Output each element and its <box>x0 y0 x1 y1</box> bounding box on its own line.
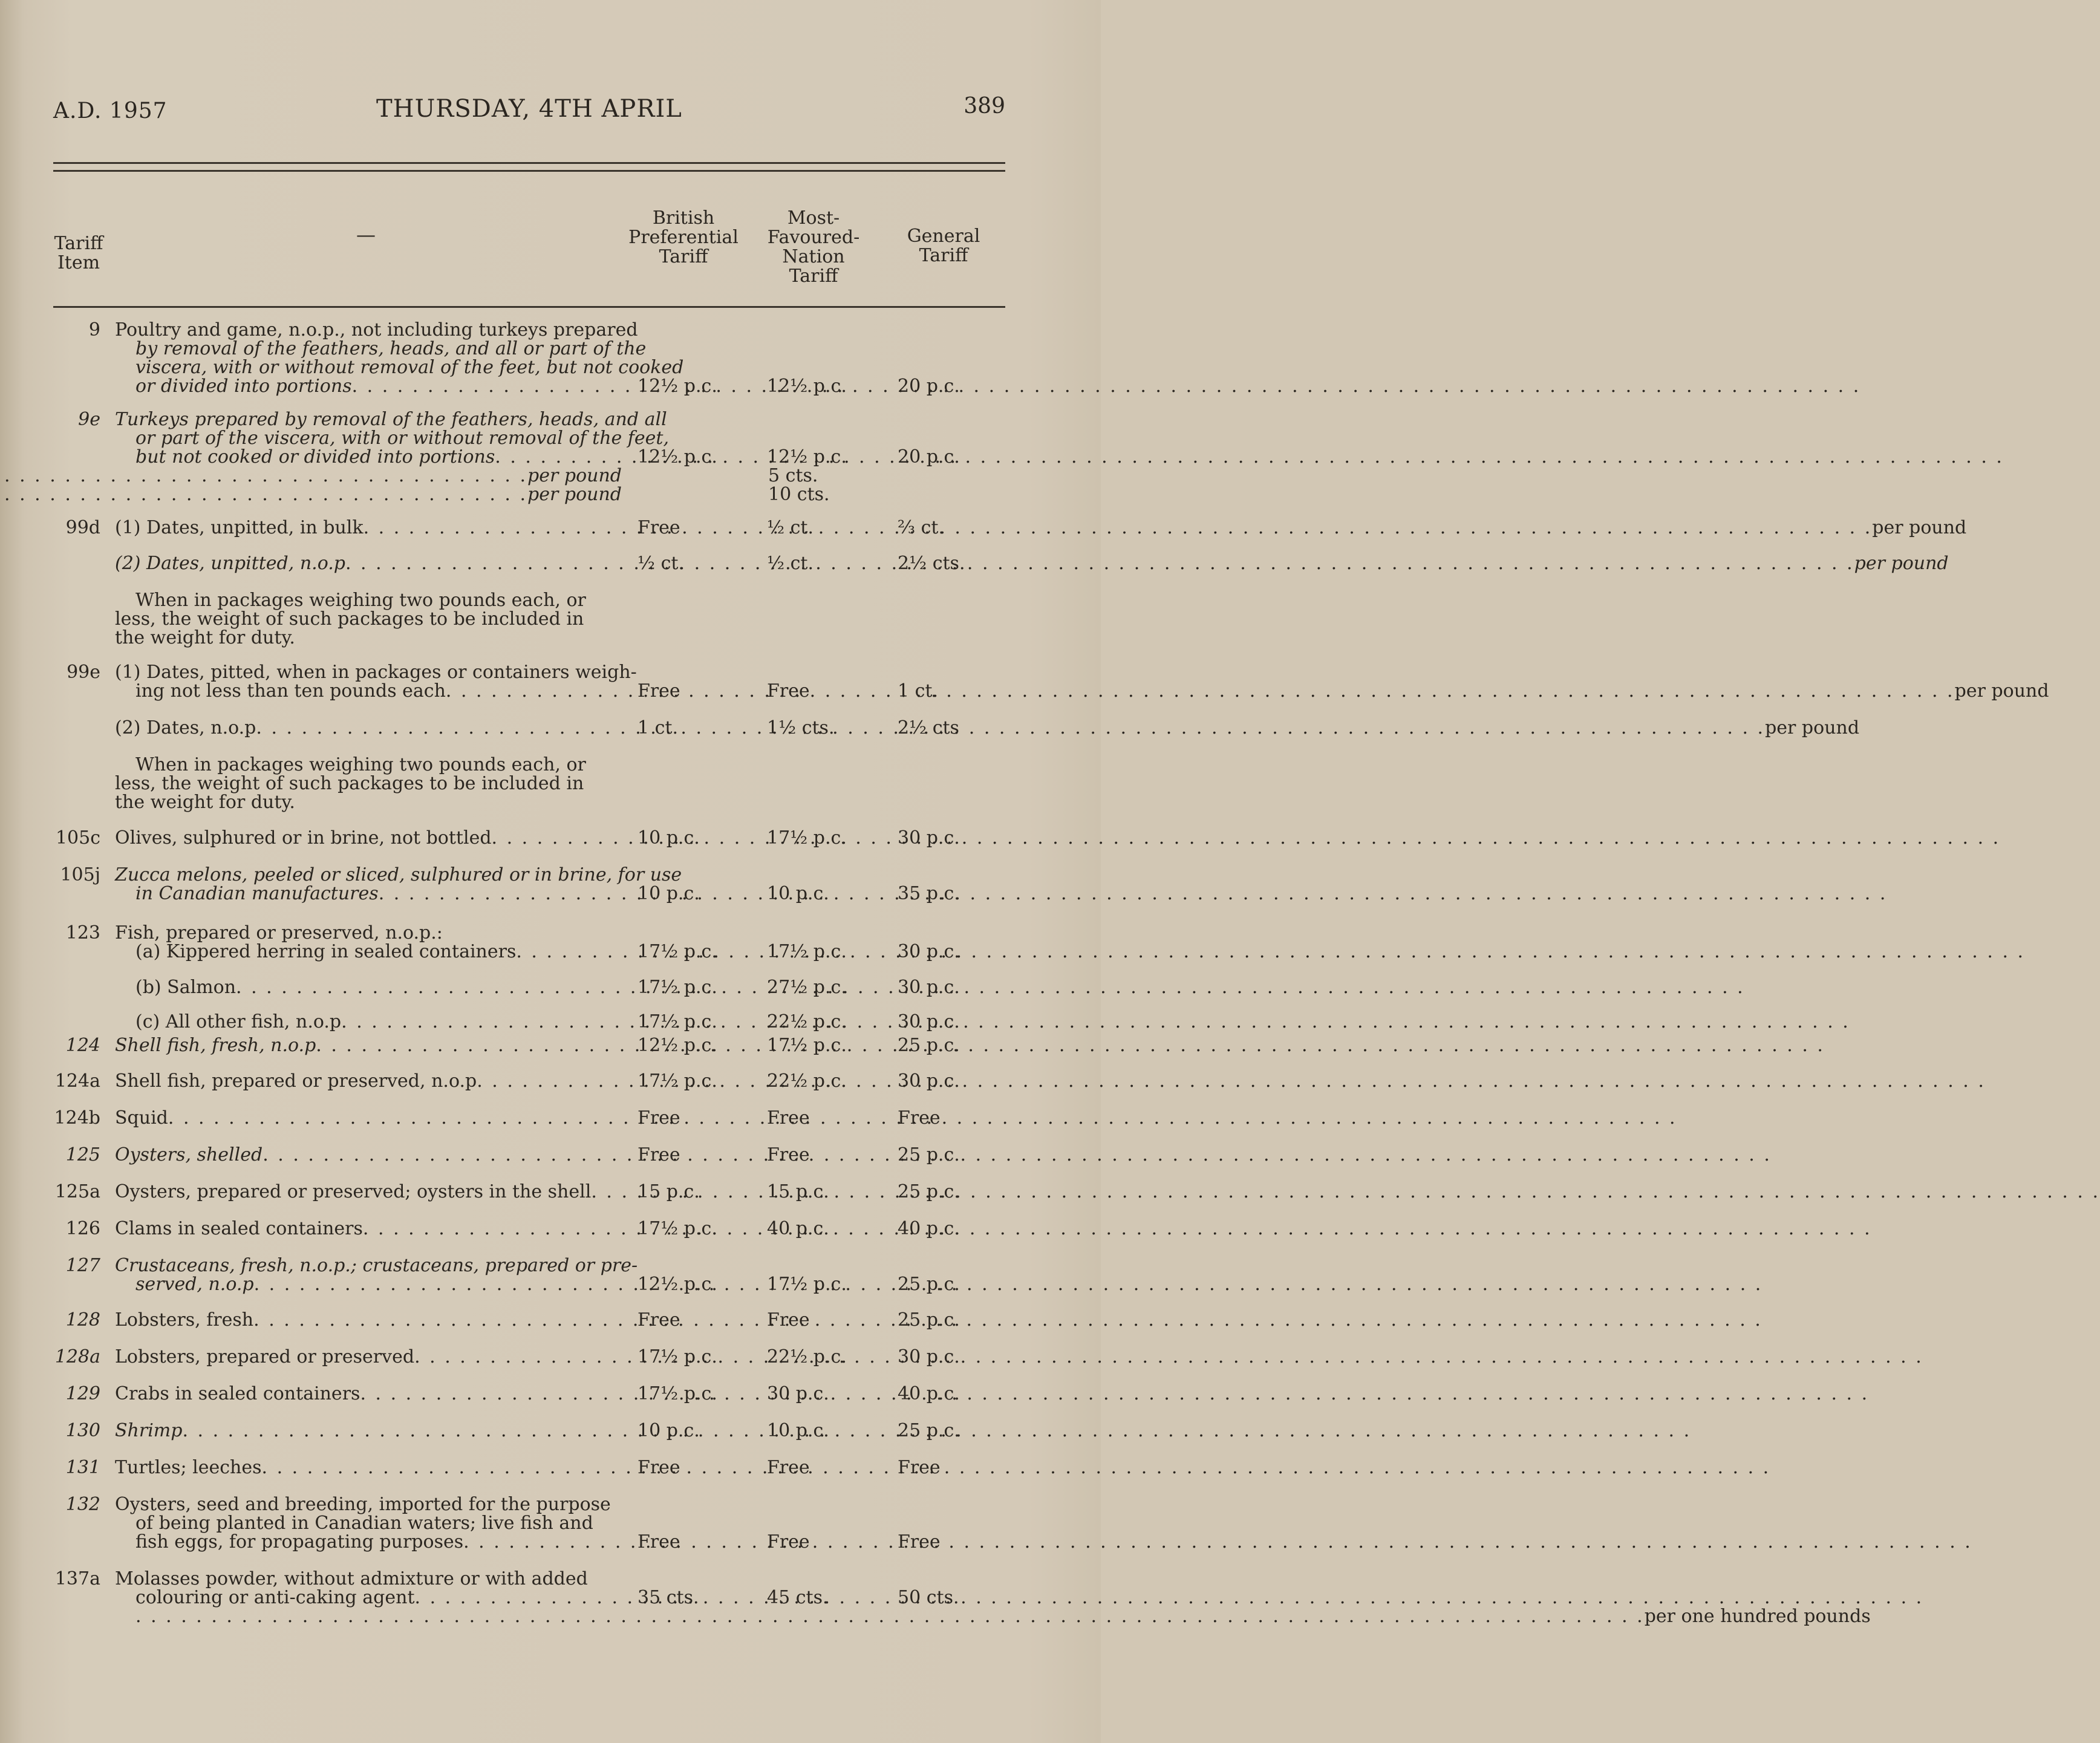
description-text: Turtles; leeches <box>115 1457 262 1478</box>
dot-leader <box>495 448 2004 466</box>
tariff-item-number: 132 <box>65 1494 100 1515</box>
british-preferential-rate: 12½ p.c. <box>638 1274 717 1295</box>
item-description <box>115 591 622 647</box>
item-description <box>115 1495 622 1551</box>
table-row <box>0 717 1860 738</box>
british-preferential-rate: 17½ p.c. <box>638 1218 717 1239</box>
description-text: in Canadian manufactures <box>135 883 379 904</box>
table-row <box>0 1347 1101 1366</box>
description-text: viscera, with or without removal of the feet, but not cooked <box>135 357 684 378</box>
table-row <box>0 1072 1101 1090</box>
item-description <box>115 1012 622 1031</box>
tariff-item-number: 124 <box>65 1035 100 1056</box>
british-preferential-rate: Free <box>638 1457 680 1478</box>
tariff-item-number: 105j <box>60 864 100 885</box>
british-preferential-rate: 12½ p.c. <box>638 376 717 397</box>
mfn-rate: 27½ p.c. <box>767 977 847 998</box>
item-description <box>115 409 670 505</box>
general-rate: Free <box>898 1107 941 1129</box>
dot-leader <box>262 1145 1772 1164</box>
description-text: of being planted in Canadian waters; live fish and <box>135 1513 593 1534</box>
general-rate: Free <box>898 1457 941 1478</box>
british-preferential-rate: 10 p.c. <box>638 827 700 849</box>
description-text: (2) Dates, n.o.p <box>115 717 256 738</box>
description-text: Lobsters, fresh <box>115 1309 254 1331</box>
mfn-rate: Free <box>767 1457 810 1478</box>
unit-text: per pound <box>527 484 622 505</box>
dot-leader <box>352 377 1861 396</box>
table-row <box>0 1568 1871 1627</box>
description-text: the weight for duty. <box>115 792 295 813</box>
general-rate: 25 p.c. <box>898 1274 960 1295</box>
british-preferential-rate: ½ ct. <box>638 553 685 574</box>
dot-leader <box>516 942 2025 961</box>
table-row <box>0 978 1101 997</box>
item-description <box>115 1255 638 1295</box>
table-row <box>0 1109 1101 1127</box>
tariff-item-number: 124a <box>54 1070 100 1092</box>
table-row <box>0 410 1101 504</box>
col-header-description: — <box>356 223 376 246</box>
tariff-item-number: 128 <box>65 1309 100 1331</box>
description-text: When in packages weighing two pounds each, or <box>135 754 586 775</box>
general-rate: 20 p.c. <box>898 376 960 397</box>
general-rate: 35 p.c. <box>898 883 960 904</box>
general-rate: 50 cts. <box>898 1587 959 1608</box>
tariff-item-number: 105c <box>55 827 100 849</box>
mfn-rate: 22½ p.c. <box>767 1346 847 1367</box>
dot-leader <box>463 1533 1972 1551</box>
british-preferential-rate: Free <box>638 680 680 702</box>
dot-leader <box>253 1311 1762 1329</box>
description-text: Clams in sealed containers <box>115 1218 363 1239</box>
british-preferential-rate: Free <box>638 1309 680 1331</box>
description-text: less, the weight of such packages to be included in <box>115 773 584 794</box>
description-text: Turkeys prepared by removal of the feathers, heads, and all <box>115 409 667 430</box>
mfn-rate: 45 cts. <box>767 1587 829 1608</box>
table-row <box>0 321 1101 396</box>
tariff-item-number: 126 <box>65 1218 100 1239</box>
dot-leader <box>256 718 1765 737</box>
date-heading: THURSDAY, 4TH APRIL <box>376 95 682 123</box>
description-text: Shell fish, prepared or preserved, n.o.p <box>115 1070 477 1092</box>
british-preferential-rate: Free <box>638 1144 680 1165</box>
description-text: Shrimp <box>115 1420 183 1441</box>
general-rate: ⅔ ct. <box>898 517 945 538</box>
tariff-item-number: 99e <box>67 662 100 683</box>
general-rate: 40 p.c. <box>898 1218 960 1239</box>
general-rate: 25 p.c. <box>898 1309 960 1331</box>
description-text: Oysters, seed and breeding, imported for the purpose <box>115 1494 611 1515</box>
general-rate: 20 p.c. <box>898 446 960 468</box>
british-preferential-rate: Free <box>638 517 680 538</box>
mfn-rate: Free <box>767 680 810 702</box>
table-row <box>0 924 1101 961</box>
dot-leader <box>316 1036 1825 1055</box>
tariff-item-number: 99d <box>65 517 100 538</box>
tariff-item-number: 130 <box>65 1420 100 1441</box>
general-rate: 40 p.c. <box>898 1383 960 1404</box>
description-text: Lobsters, prepared or preserved <box>115 1346 415 1367</box>
mfn-rate: 17½ p.c. <box>767 1035 847 1056</box>
unit-text: per pound <box>1765 717 1860 738</box>
british-preferential-rate: 10 p.c. <box>638 883 700 904</box>
item-description <box>115 1421 622 1440</box>
header-double-rule <box>53 162 1005 172</box>
description-text: colouring or anti-caking agent <box>135 1587 415 1608</box>
mfn-rate: 15 p.c. <box>767 1181 829 1202</box>
table-row <box>0 517 1967 538</box>
tariff-item-number: 123 <box>65 922 100 943</box>
dot-leader <box>236 978 1745 997</box>
dot-leader <box>341 1012 1850 1031</box>
table-row <box>0 553 1949 574</box>
item-description <box>115 924 622 961</box>
table-row <box>0 1036 1101 1055</box>
dot-leader <box>360 1384 1869 1403</box>
dot-leader <box>345 554 1854 573</box>
table-row <box>0 1311 1101 1329</box>
description-text: (1) Dates, pitted, when in packages or containers weigh- <box>115 662 637 683</box>
general-rate: 25 p.c. <box>898 1420 960 1441</box>
british-preferential-rate: 17½ p.c. <box>638 977 717 998</box>
item-description <box>115 1347 622 1366</box>
mfn-rate: 17½ p.c. <box>767 941 847 962</box>
general-rate: 2½ cts. <box>898 553 965 574</box>
mfn-rate: ½ ct. <box>767 517 814 538</box>
item-description <box>115 1219 622 1238</box>
description-text: or divided into portions <box>135 376 352 397</box>
description-text: Squid <box>115 1107 168 1129</box>
description-text: (1) Dates, unpitted, in bulk <box>115 517 364 538</box>
description-text: ing not less than ten pounds each <box>135 680 446 702</box>
dot-leader <box>364 518 1873 537</box>
general-rate: Free <box>898 1531 941 1552</box>
british-preferential-rate: 15 p.c. <box>638 1181 700 1202</box>
british-preferential-rate: 17½ p.c. <box>638 1070 717 1092</box>
table-row <box>0 1458 1101 1477</box>
description-text: (b) Salmon <box>135 977 236 998</box>
col-header-general: General Tariff <box>907 226 980 266</box>
general-rate: 30 p.c. <box>898 941 960 962</box>
table-row <box>0 1219 1101 1238</box>
table-row <box>0 865 1101 903</box>
mfn-rate: ½ ct. <box>767 553 814 574</box>
page-number: 389 <box>964 94 1005 119</box>
description-text: When in packages weighing two pounds each, or <box>135 590 586 611</box>
item-description <box>115 1384 622 1403</box>
description-text: by removal of the feathers, heads, and all or part of the <box>135 338 647 359</box>
table-row <box>0 1182 1101 1201</box>
tariff-item-number: 127 <box>65 1255 100 1276</box>
british-preferential-rate: 35 cts. <box>638 1587 699 1608</box>
dot-leader <box>262 1458 1771 1477</box>
description-text: or part of the viscera, with or without removal of the feet, <box>135 428 670 449</box>
description-text: Poultry and game, n.o.p., not including turkeys prepared <box>115 319 638 340</box>
mfn-rate: Free <box>767 1107 810 1129</box>
item-description <box>115 1145 622 1164</box>
description-text: Zucca melons, peeled or sliced, sulphured or in brine, for use <box>115 864 682 885</box>
general-rate: 25 p.c. <box>898 1035 960 1056</box>
running-head <box>53 94 1005 130</box>
mfn-rate: Free <box>767 1531 810 1552</box>
description-text: Olives, sulphured or in brine, not bottled <box>115 827 492 849</box>
general-rate: 30 p.c. <box>898 1346 960 1367</box>
unit-text: per pound <box>527 465 622 486</box>
dot-leader <box>254 1275 1763 1294</box>
tariff-item-number: 125a <box>54 1181 100 1202</box>
description-text: Oysters, shelled <box>115 1144 263 1165</box>
item-description <box>115 978 622 997</box>
col-header-british-preferential: British Preferential Tariff <box>628 207 739 267</box>
item-description <box>115 829 622 847</box>
dot-leader <box>363 1219 1872 1238</box>
table-row <box>0 1256 1101 1294</box>
tariff-item-number: 128a <box>54 1346 100 1367</box>
item-description <box>115 1072 622 1090</box>
tariff-item-number: 125 <box>65 1144 100 1165</box>
british-preferential-rate: Free <box>638 1531 680 1552</box>
item-description <box>115 1311 622 1329</box>
general-rate: 25 p.c. <box>898 1181 960 1202</box>
mfn-rate: 30 p.c. <box>767 1383 829 1404</box>
mfn-rate: 10 p.c. <box>767 883 829 904</box>
tariff-item-number: 131 <box>65 1457 100 1478</box>
british-preferential-rate: 17½ p.c. <box>638 1383 717 1404</box>
year-label: A.D. 1957 <box>53 99 168 123</box>
description-text: Molasses powder, without admixture or with added <box>115 1568 588 1589</box>
general-rate: 30 p.c. <box>898 827 960 849</box>
table-row <box>0 1012 1101 1031</box>
description-text: Oysters, prepared or preserved; oysters in the shell <box>115 1181 592 1202</box>
british-preferential-rate: 1 ct. <box>638 717 679 738</box>
general-rate: 30 p.c. <box>898 1070 960 1092</box>
tariff-item-number: 124b <box>54 1107 100 1129</box>
description-text: Shell fish, fresh, n.o.p <box>115 1035 316 1056</box>
mfn-rate: 10 p.c. <box>767 1420 829 1441</box>
description-text: less, the weight of such packages to be included in <box>115 608 584 630</box>
table-row <box>0 662 2049 702</box>
unit-text: per pound <box>1872 517 1967 538</box>
description-text: Crabs in sealed containers <box>115 1383 360 1404</box>
unit-text: per one hundred pounds <box>1644 1606 1871 1627</box>
unit-text: per pound <box>1954 680 2049 702</box>
british-preferential-rate: 17½ p.c. <box>638 1011 717 1032</box>
unit-text: per pound <box>1854 553 1949 574</box>
description-text: (2) Dates, unpitted, n.o.p <box>115 553 345 574</box>
dot-leader <box>0 485 527 504</box>
description-text: but not cooked or divided into portions <box>135 446 495 468</box>
british-preferential-rate: Free <box>638 1107 680 1129</box>
mfn-rate: 12½ p.c. <box>767 446 847 468</box>
general-rate: 1 ct. <box>898 680 939 702</box>
description-text: Crustaceans, fresh, n.o.p.; crustaceans, prepared or pre- <box>115 1255 638 1276</box>
item-description <box>115 755 622 812</box>
description-text: (a) Kippered herring in sealed containers <box>135 941 517 962</box>
tariff-item-number: 137a <box>54 1568 100 1589</box>
mfn-rate: 12½ p.c. <box>767 376 847 397</box>
british-preferential-rate: 17½ p.c. <box>638 941 717 962</box>
general-rate: 25 p.c. <box>898 1144 960 1165</box>
item-description <box>115 1182 622 1201</box>
mfn-rate: 1½ cts. <box>767 717 835 738</box>
mfn-rate: 17½ p.c. <box>767 827 847 849</box>
mfn-rate: 22½ p.c. <box>767 1070 847 1092</box>
general-rate: 30 p.c. <box>898 977 960 998</box>
col-header-most-favoured-nation: Most- Favoured- Nation Tariff <box>767 207 860 287</box>
table-row <box>0 755 1101 812</box>
description-text: served, n.o.p <box>135 1274 254 1295</box>
british-preferential-rate: 12½ p.c. <box>638 446 717 468</box>
british-preferential-rate: 10 p.c. <box>638 1420 700 1441</box>
table-row <box>0 829 1101 847</box>
description-text: Fish, prepared or preserved, n.o.p.: <box>115 922 443 943</box>
table-row <box>0 1384 1101 1403</box>
dot-leader <box>492 829 2001 847</box>
item-description <box>115 1458 622 1477</box>
british-preferential-rate: 12½ p.c. <box>638 1035 717 1056</box>
header-bottom-rule <box>53 306 1005 308</box>
table-row <box>0 591 1101 647</box>
description-text: (c) All other fish, n.o.p <box>135 1011 342 1032</box>
general-rate: 30 p.c. <box>898 1011 960 1032</box>
dot-leader <box>135 1607 1645 1626</box>
mfn-rate: 22½ p.c. <box>767 1011 847 1032</box>
tariff-item-number: 129 <box>65 1383 100 1404</box>
mfn-rate-limit: 10 cts. <box>768 484 830 505</box>
mfn-rate: Free <box>767 1144 810 1165</box>
mfn-rate-limit: 5 cts. <box>768 465 818 486</box>
description-text: fish eggs, for propagating purposes <box>135 1531 464 1552</box>
table-row <box>0 1145 1101 1164</box>
tariff-item-number: 9e <box>78 409 100 430</box>
british-preferential-rate: 17½ p.c. <box>638 1346 717 1367</box>
general-rate: 2½ cts <box>898 717 959 738</box>
col-header-tariff-item: Tariff Item <box>54 233 103 273</box>
tariff-item-number: 9 <box>88 319 100 340</box>
mfn-rate: Free <box>767 1309 810 1331</box>
item-description <box>115 1109 622 1127</box>
table-row <box>0 1421 1101 1440</box>
mfn-rate: 40 p.c. <box>767 1218 829 1239</box>
mfn-rate: 17½ p.c. <box>767 1274 847 1295</box>
description-text: the weight for duty. <box>115 627 295 648</box>
dot-leader <box>379 884 1888 903</box>
item-description <box>115 1036 622 1055</box>
dot-leader <box>0 466 527 485</box>
table-row <box>0 1495 1101 1551</box>
